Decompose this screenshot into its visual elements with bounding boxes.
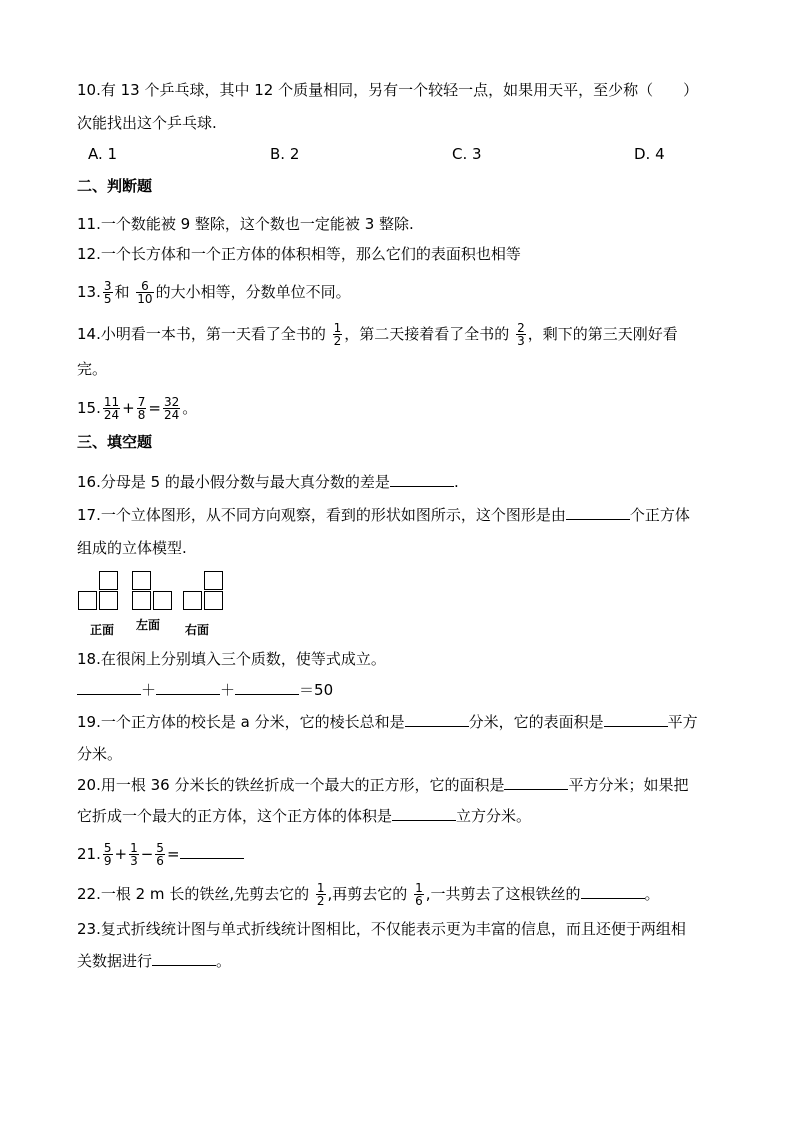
q14-f2-den: 3 xyxy=(517,334,525,348)
q15-f1-num: 11 xyxy=(103,395,120,409)
q15-f2-den: 8 xyxy=(137,408,146,422)
q19-end: 平方 xyxy=(667,713,698,731)
q19-mid: 分米，它的表面积是 xyxy=(468,713,604,731)
q14-f1-den: 2 xyxy=(333,334,342,348)
q21-prefix: 21. xyxy=(77,845,101,863)
front-view-square xyxy=(99,591,118,610)
q20-blank-1[interactable] xyxy=(504,775,568,790)
section-title-fill-in: 三、填空题 xyxy=(77,433,153,451)
q22 xyxy=(77,882,660,907)
q14-suffix: ，剩下的第三天刚好看 xyxy=(527,325,678,343)
q21-f2-den: 3 xyxy=(130,854,138,868)
q22-end: 。 xyxy=(644,885,660,903)
q20-end: 平方分米；如果把 xyxy=(568,776,689,794)
q14-line1 xyxy=(77,322,678,347)
q15-f1-den: 24 xyxy=(103,408,120,422)
q22-f2-den: 6 xyxy=(415,894,423,908)
q10-line1: 10.有 13 个乒乓球，其中 12 个质量相同，另有一个较轻一点，如果用天平，至少称（ ） xyxy=(77,81,699,99)
q13-prefix: 13. xyxy=(77,283,101,301)
q17-line1 xyxy=(77,505,690,525)
front-view-label: 正面 xyxy=(90,623,115,637)
front-view-square xyxy=(99,571,118,590)
q15-f3-num: 32 xyxy=(163,395,180,409)
q13-fraction-2 xyxy=(136,280,153,305)
left-view-square xyxy=(132,571,151,590)
q13-f2-num: 6 xyxy=(136,280,153,293)
q21-answer-blank[interactable] xyxy=(180,844,244,859)
q13-f1-num: 3 xyxy=(103,279,112,293)
q20-line1 xyxy=(77,775,689,795)
q10-line2: 次能找出这个乒乓球. xyxy=(77,114,217,132)
q22-answer-blank[interactable] xyxy=(581,884,645,899)
q22-suffix: ,一共剪去了这根铁丝的 xyxy=(425,885,581,903)
q14-fraction-1 xyxy=(333,322,343,347)
q12: 12.一个长方体和一个正方体的体积相等，那么它们的表面积也相等 xyxy=(77,245,521,263)
right-view-label: 右面 xyxy=(185,623,210,637)
q10-option-d: D. 4 xyxy=(634,145,665,163)
q20-line2 xyxy=(77,806,531,826)
q19-line2: 分米。 xyxy=(77,745,123,763)
q22-f1-num: 1 xyxy=(316,881,325,895)
q14-f2-num: 2 xyxy=(517,321,525,335)
q15-f3-den: 24 xyxy=(163,408,180,422)
q18-line1: 18.在很闲上分别填入三个质数，使等式成立。 xyxy=(77,650,386,668)
q21-f3-num: 5 xyxy=(156,841,164,855)
q16 xyxy=(77,472,459,492)
q14-fraction-2 xyxy=(516,322,526,347)
left-view-figure xyxy=(132,571,176,616)
q19-text: 19.一个正方体的校长是 a 分米，它的棱长总和是 xyxy=(77,713,405,731)
q16-text: 16.分母是 5 的最小假分数与最大真分数的差是 xyxy=(77,473,390,491)
q13-f2-den: 10 xyxy=(137,292,153,306)
right-view-square xyxy=(204,571,223,590)
front-view-figure xyxy=(78,571,122,616)
q15-op1: + xyxy=(122,399,135,417)
q22-f2-num: 1 xyxy=(415,881,423,895)
q20-blank-2[interactable] xyxy=(392,806,456,821)
q18-blank-3[interactable] xyxy=(235,680,299,695)
q20-text: 20.用一根 36 分米长的铁丝折成一个最大的正方形，它的面积是 xyxy=(77,776,505,794)
q21-f3-den: 6 xyxy=(156,854,164,868)
q15-prefix: 15. xyxy=(77,399,101,417)
q14-f1-num: 1 xyxy=(333,321,342,335)
q19-blank-1[interactable] xyxy=(405,712,469,727)
q22-fraction-1 xyxy=(316,882,326,907)
q23-line1: 23.复式折线统计图与单式折线统计图相比，不仅能表示更为丰富的信息，而且还便于两组相 xyxy=(77,920,686,938)
q13-fraction-1 xyxy=(103,280,113,305)
q21-op1: + xyxy=(114,845,128,863)
q23-answer-blank[interactable] xyxy=(152,951,216,966)
front-view-square xyxy=(78,591,97,610)
left-view-square xyxy=(153,591,172,610)
q22-f1-den: 2 xyxy=(316,894,325,908)
q21-eq: = xyxy=(166,845,180,863)
q15 xyxy=(77,396,197,421)
q21-fraction-2 xyxy=(129,842,139,867)
q21-fraction-3 xyxy=(155,842,165,867)
q20-line2-end: 立方分米。 xyxy=(456,807,532,825)
q15-fraction-3 xyxy=(163,396,180,421)
q16-answer-blank[interactable] xyxy=(390,472,454,487)
q15-fraction-1 xyxy=(103,396,120,421)
q18-blank-1[interactable] xyxy=(77,680,141,695)
q10-option-b: B. 2 xyxy=(270,145,300,163)
q21 xyxy=(77,842,244,867)
q11: 11.一个数能被 9 整除，这个数也一定能被 3 整除. xyxy=(77,215,414,233)
q13-suffix: 的大小相等，分数单位不同。 xyxy=(155,283,351,301)
q14-mid: ，第二天接着看了全书的 xyxy=(344,325,510,343)
q13-f1-den: 5 xyxy=(103,292,112,306)
q21-fraction-1 xyxy=(103,842,113,867)
q18-line2 xyxy=(77,680,333,700)
q17-answer-blank[interactable] xyxy=(566,505,630,520)
q19-line1 xyxy=(77,712,698,732)
q10-option-a: A. 1 xyxy=(88,145,118,163)
q18-blank-2[interactable] xyxy=(156,680,220,695)
q19-blank-2[interactable] xyxy=(604,712,668,727)
q18-equals: ＝50 xyxy=(299,681,334,699)
q17-end: 个正方体 xyxy=(629,506,690,524)
q13 xyxy=(77,280,351,305)
left-view-label: 左面 xyxy=(136,618,161,632)
q20-line2-text: 它折成一个最大的正方体，这个正方体的体积是 xyxy=(77,807,393,825)
q14-line2: 完。 xyxy=(77,360,108,378)
q22-mid: ,再剪去它的 xyxy=(327,885,408,903)
right-view-figure xyxy=(183,571,227,616)
q21-f1-num: 5 xyxy=(103,841,112,855)
q21-f2-num: 1 xyxy=(130,841,138,855)
section-title-judgement: 二、判断题 xyxy=(77,177,153,195)
q22-prefix: 22.一根 2 m 长的铁丝,先剪去它的 xyxy=(77,885,310,903)
q17-text: 17.一个立体图形，从不同方向观察，看到的形状如图所示，这个图形是由 xyxy=(77,506,566,524)
right-view-square xyxy=(183,591,202,610)
q10-option-c: C. 3 xyxy=(452,145,482,163)
q18-plus-2: ＋ xyxy=(220,681,236,699)
q23-end: 。 xyxy=(216,952,232,970)
q17-line2: 组成的立体模型. xyxy=(77,539,187,557)
q15-fraction-2 xyxy=(137,396,147,421)
q22-fraction-2 xyxy=(414,882,424,907)
q21-op2: − xyxy=(140,845,154,863)
q15-f2-num: 7 xyxy=(137,395,146,409)
right-view-square xyxy=(204,591,223,610)
q15-suffix: 。 xyxy=(182,399,198,417)
q13-mid: 和 xyxy=(114,283,130,301)
q18-plus-1: ＋ xyxy=(141,681,157,699)
q14-prefix: 14.小明看一本书，第一天看了全书的 xyxy=(77,325,326,343)
q16-end: . xyxy=(453,473,459,491)
q23-line2-text: 关数据进行 xyxy=(77,952,153,970)
q15-op2: = xyxy=(148,399,161,417)
q23-line2 xyxy=(77,951,231,971)
left-view-square xyxy=(132,591,151,610)
q21-f1-den: 9 xyxy=(103,854,112,868)
